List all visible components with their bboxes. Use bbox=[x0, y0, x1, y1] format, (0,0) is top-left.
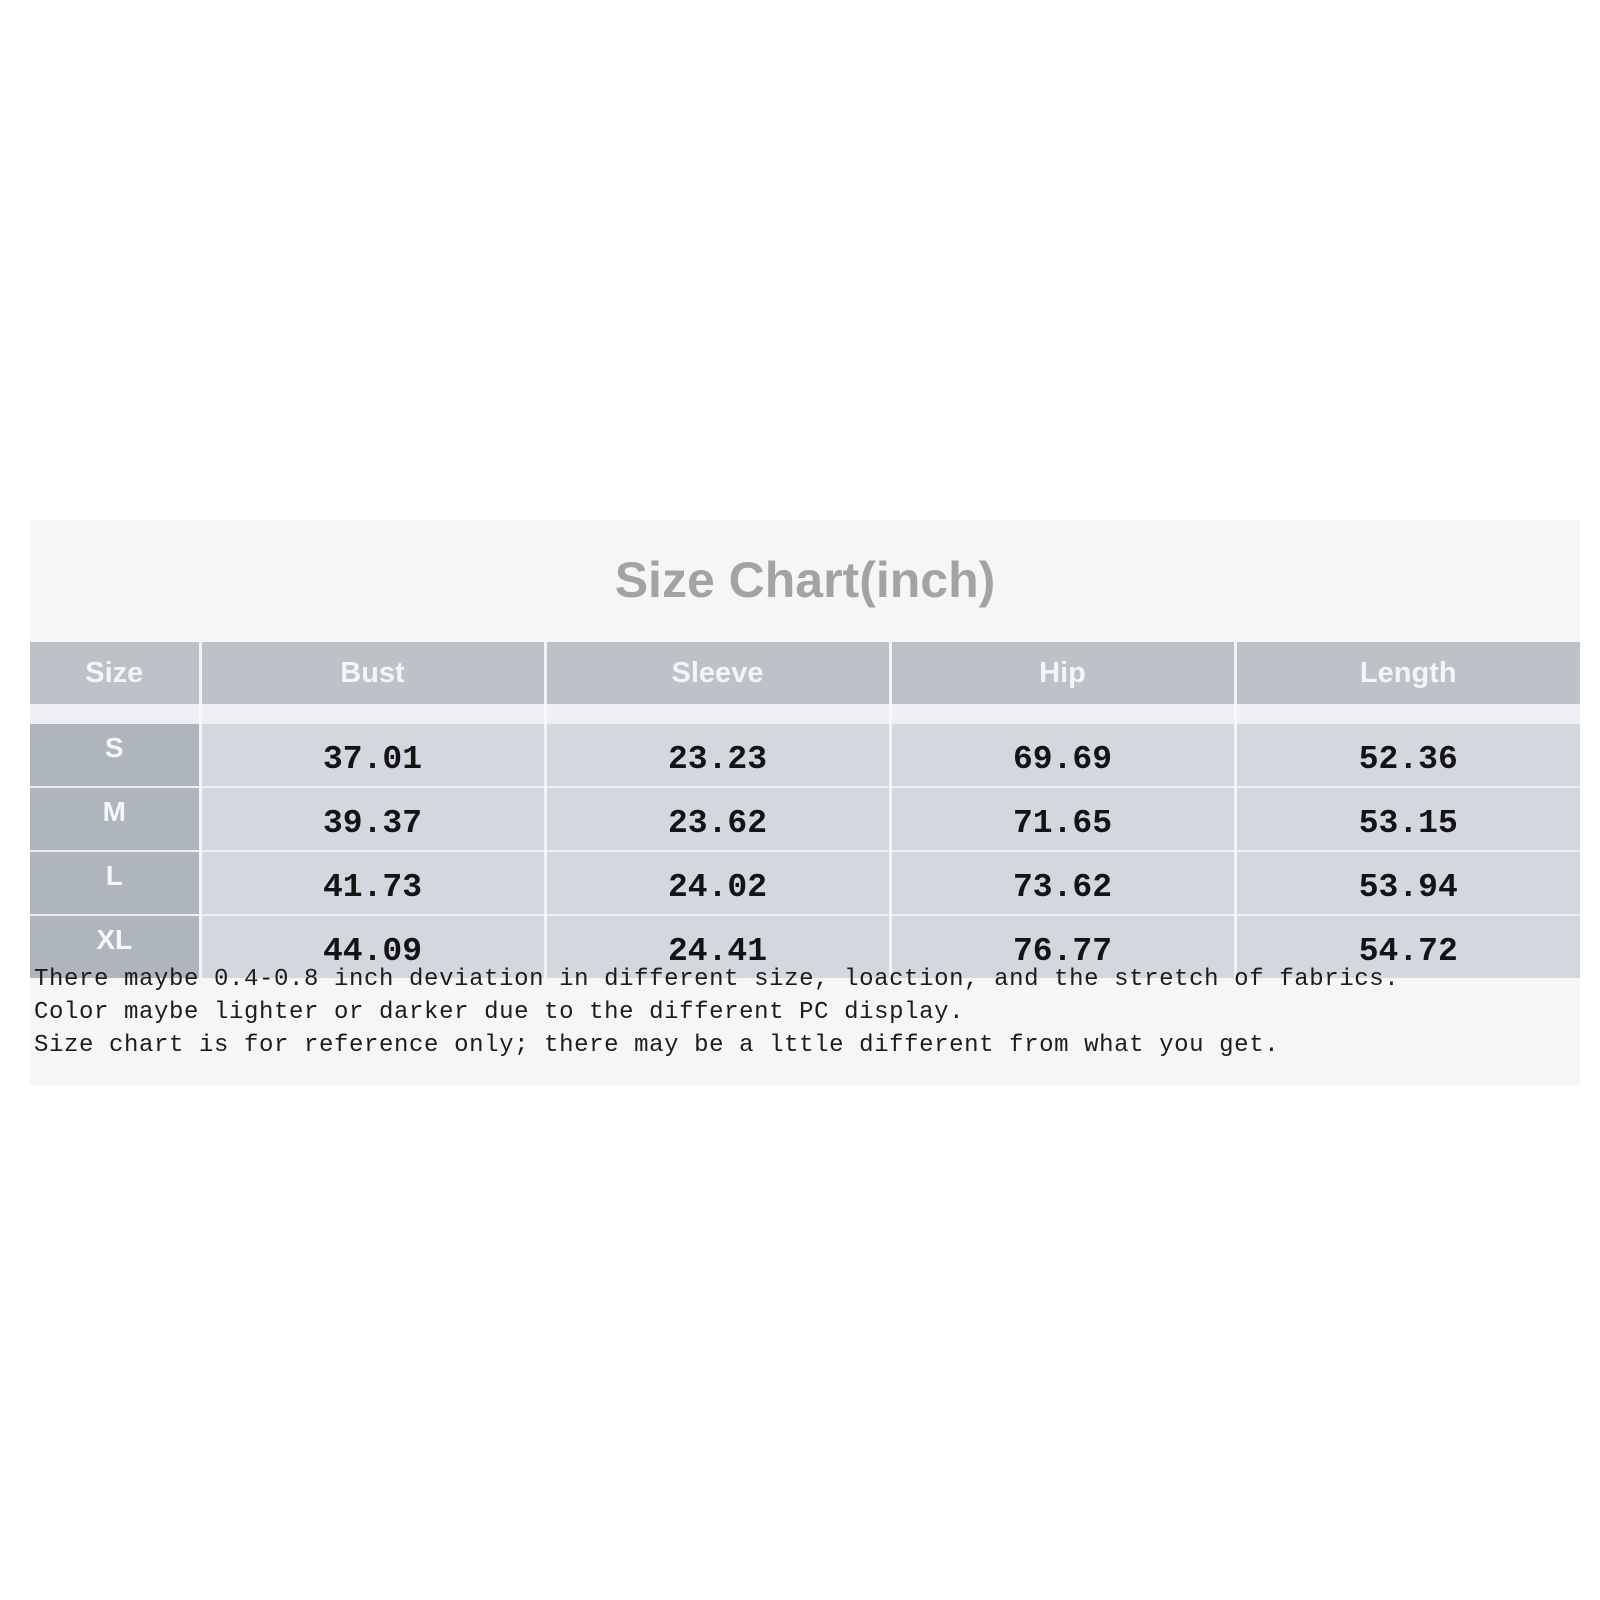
sleeve-cell: 23.62 bbox=[545, 787, 890, 851]
size-table bbox=[30, 642, 1580, 978]
table-row bbox=[30, 787, 1580, 851]
hip-cell: 73.62 bbox=[890, 851, 1235, 915]
length-cell: 54.72 bbox=[1235, 915, 1580, 978]
bust-cell: 41.73 bbox=[200, 851, 545, 915]
size-cell: M bbox=[30, 787, 200, 851]
table-row bbox=[30, 723, 1580, 787]
header-row bbox=[30, 642, 1580, 704]
size-notes bbox=[34, 963, 1574, 1062]
sleeve-cell: 23.23 bbox=[545, 723, 890, 787]
bust-cell: 37.01 bbox=[200, 723, 545, 787]
length-cell: 53.94 bbox=[1235, 851, 1580, 915]
size-chart-panel bbox=[30, 520, 1580, 1085]
bust-cell: 44.09 bbox=[200, 915, 545, 978]
bust-cell: 39.37 bbox=[200, 787, 545, 851]
hip-cell: 69.69 bbox=[890, 723, 1235, 787]
note-color: Color maybe lighter or darker due to the different PC display. bbox=[34, 999, 965, 1026]
size-cell: XL bbox=[30, 915, 200, 978]
hip-cell: 76.77 bbox=[890, 915, 1235, 978]
size-cell: S bbox=[30, 723, 200, 787]
length-cell: 53.15 bbox=[1235, 787, 1580, 851]
note-deviation: There maybe 0.4-0.8 inch deviation in different size, loaction, and the stretch of fabrics. bbox=[34, 966, 1400, 993]
header-spacer bbox=[30, 704, 1580, 723]
note-reference: Size chart is for reference only; there may be a lttle different from what you get. bbox=[34, 1032, 1280, 1059]
column-header-size: Size bbox=[30, 642, 200, 704]
sleeve-cell: 24.41 bbox=[545, 915, 890, 978]
column-header-hip: Hip bbox=[890, 642, 1235, 704]
table-row bbox=[30, 851, 1580, 915]
sleeve-cell: 24.02 bbox=[545, 851, 890, 915]
size-cell: L bbox=[30, 851, 200, 915]
hip-cell: 71.65 bbox=[890, 787, 1235, 851]
column-header-length: Length bbox=[1235, 642, 1580, 704]
column-header-sleeve: Sleeve bbox=[545, 642, 890, 704]
column-header-bust: Bust bbox=[200, 642, 545, 704]
length-cell: 52.36 bbox=[1235, 723, 1580, 787]
chart-title: Size Chart(inch) bbox=[614, 552, 996, 608]
